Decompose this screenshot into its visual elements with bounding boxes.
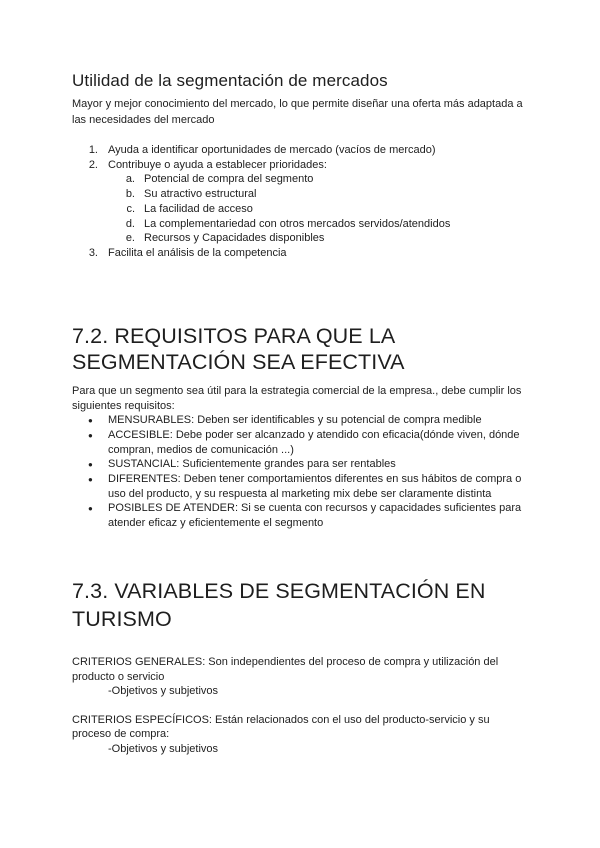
section-heading-variables: TURISMO bbox=[72, 607, 172, 631]
list-item-text: Contribuye o ayuda a establecer prioridades: bbox=[108, 159, 327, 171]
criterios-especificos-line: proceso de compra: bbox=[72, 728, 170, 740]
section-heading-variables: 7.3. VARIABLES DE SEGMENTACIÓN EN bbox=[72, 579, 486, 603]
list-item-text: DIFERENTES: Deben tener comportamientos diferentes en sus hábitos de compra o bbox=[108, 473, 522, 485]
bullet-icon: ● bbox=[88, 504, 93, 513]
list-marker: a. bbox=[125, 173, 135, 185]
list-item-text: La facilidad de acceso bbox=[144, 203, 253, 215]
list-item-text: MENSURABLES: Deben ser identificables y su potencial de compra medible bbox=[108, 414, 482, 426]
criterios-generales-line: CRITERIOS GENERALES: Son independientes del proceso de compra y utilización del bbox=[72, 656, 499, 668]
intro-paragraph-line: Para que un segmento sea útil para la estrategia comercial de la empresa., debe cumplir los bbox=[72, 385, 522, 397]
list-marker: 2. bbox=[88, 159, 98, 171]
list-item-text: atender eficaz y eficientemente el segmento bbox=[108, 517, 324, 529]
list-marker: e. bbox=[125, 232, 135, 244]
list-marker: c. bbox=[126, 203, 135, 215]
bullet-icon: ● bbox=[88, 460, 93, 469]
list-item-text: Facilita el análisis de la competencia bbox=[108, 247, 287, 259]
list-marker: 3. bbox=[88, 247, 98, 259]
intro-paragraph-line: Mayor y mejor conocimiento del mercado, lo que permite diseñar una oferta más adaptada a bbox=[72, 98, 523, 110]
bullet-icon: ● bbox=[88, 475, 93, 484]
section-heading-requisitos: 7.2. REQUISITOS PARA QUE LA bbox=[72, 324, 396, 348]
intro-paragraph-line: las necesidades del mercado bbox=[72, 114, 215, 126]
section-heading-requisitos: SEGMENTACIÓN SEA EFECTIVA bbox=[72, 350, 405, 374]
criterios-generales-sub: -Objetivos y subjetivos bbox=[108, 685, 219, 697]
bullet-icon: ● bbox=[88, 431, 93, 440]
list-item-text: uso del producto, y su respuesta al marketing mix debe ser claramente distinta bbox=[108, 488, 492, 500]
list-item-text: ACCESIBLE: Debe poder ser alcanzado y atendido con eficacia(dónde viven, dónde bbox=[108, 429, 520, 441]
intro-paragraph-line: siguientes requisitos: bbox=[72, 400, 175, 412]
list-item-text: POSIBLES DE ATENDER: Si se cuenta con recursos y capacidades suficientes para bbox=[108, 502, 522, 514]
list-item-text: compran, medios de comunicación ...) bbox=[108, 444, 294, 456]
list-item-text: Recursos y Capacidades disponibles bbox=[144, 232, 325, 244]
section-heading-utilidad: Utilidad de la segmentación de mercados bbox=[72, 71, 388, 90]
list-item-text: Ayuda a identificar oportunidades de mercado (vacíos de mercado) bbox=[108, 144, 436, 156]
list-marker: b. bbox=[125, 188, 135, 200]
bullet-icon: ● bbox=[88, 416, 93, 425]
list-item-text: La complementariedad con otros mercados servidos/atendidos bbox=[144, 218, 451, 230]
criterios-especificos-sub: -Objetivos y subjetivos bbox=[108, 743, 219, 755]
criterios-especificos-line: CRITERIOS ESPECÍFICOS: Están relacionados con el uso del producto-servicio y su bbox=[72, 714, 490, 726]
list-item-text: SUSTANCIAL: Suficientemente grandes para ser rentables bbox=[108, 458, 396, 470]
list-marker: 1. bbox=[88, 144, 98, 156]
list-marker: d. bbox=[125, 218, 135, 230]
list-item-text: Su atractivo estructural bbox=[144, 188, 257, 200]
list-item-text: Potencial de compra del segmento bbox=[144, 173, 314, 185]
criterios-generales-line: producto o servicio bbox=[72, 671, 165, 683]
